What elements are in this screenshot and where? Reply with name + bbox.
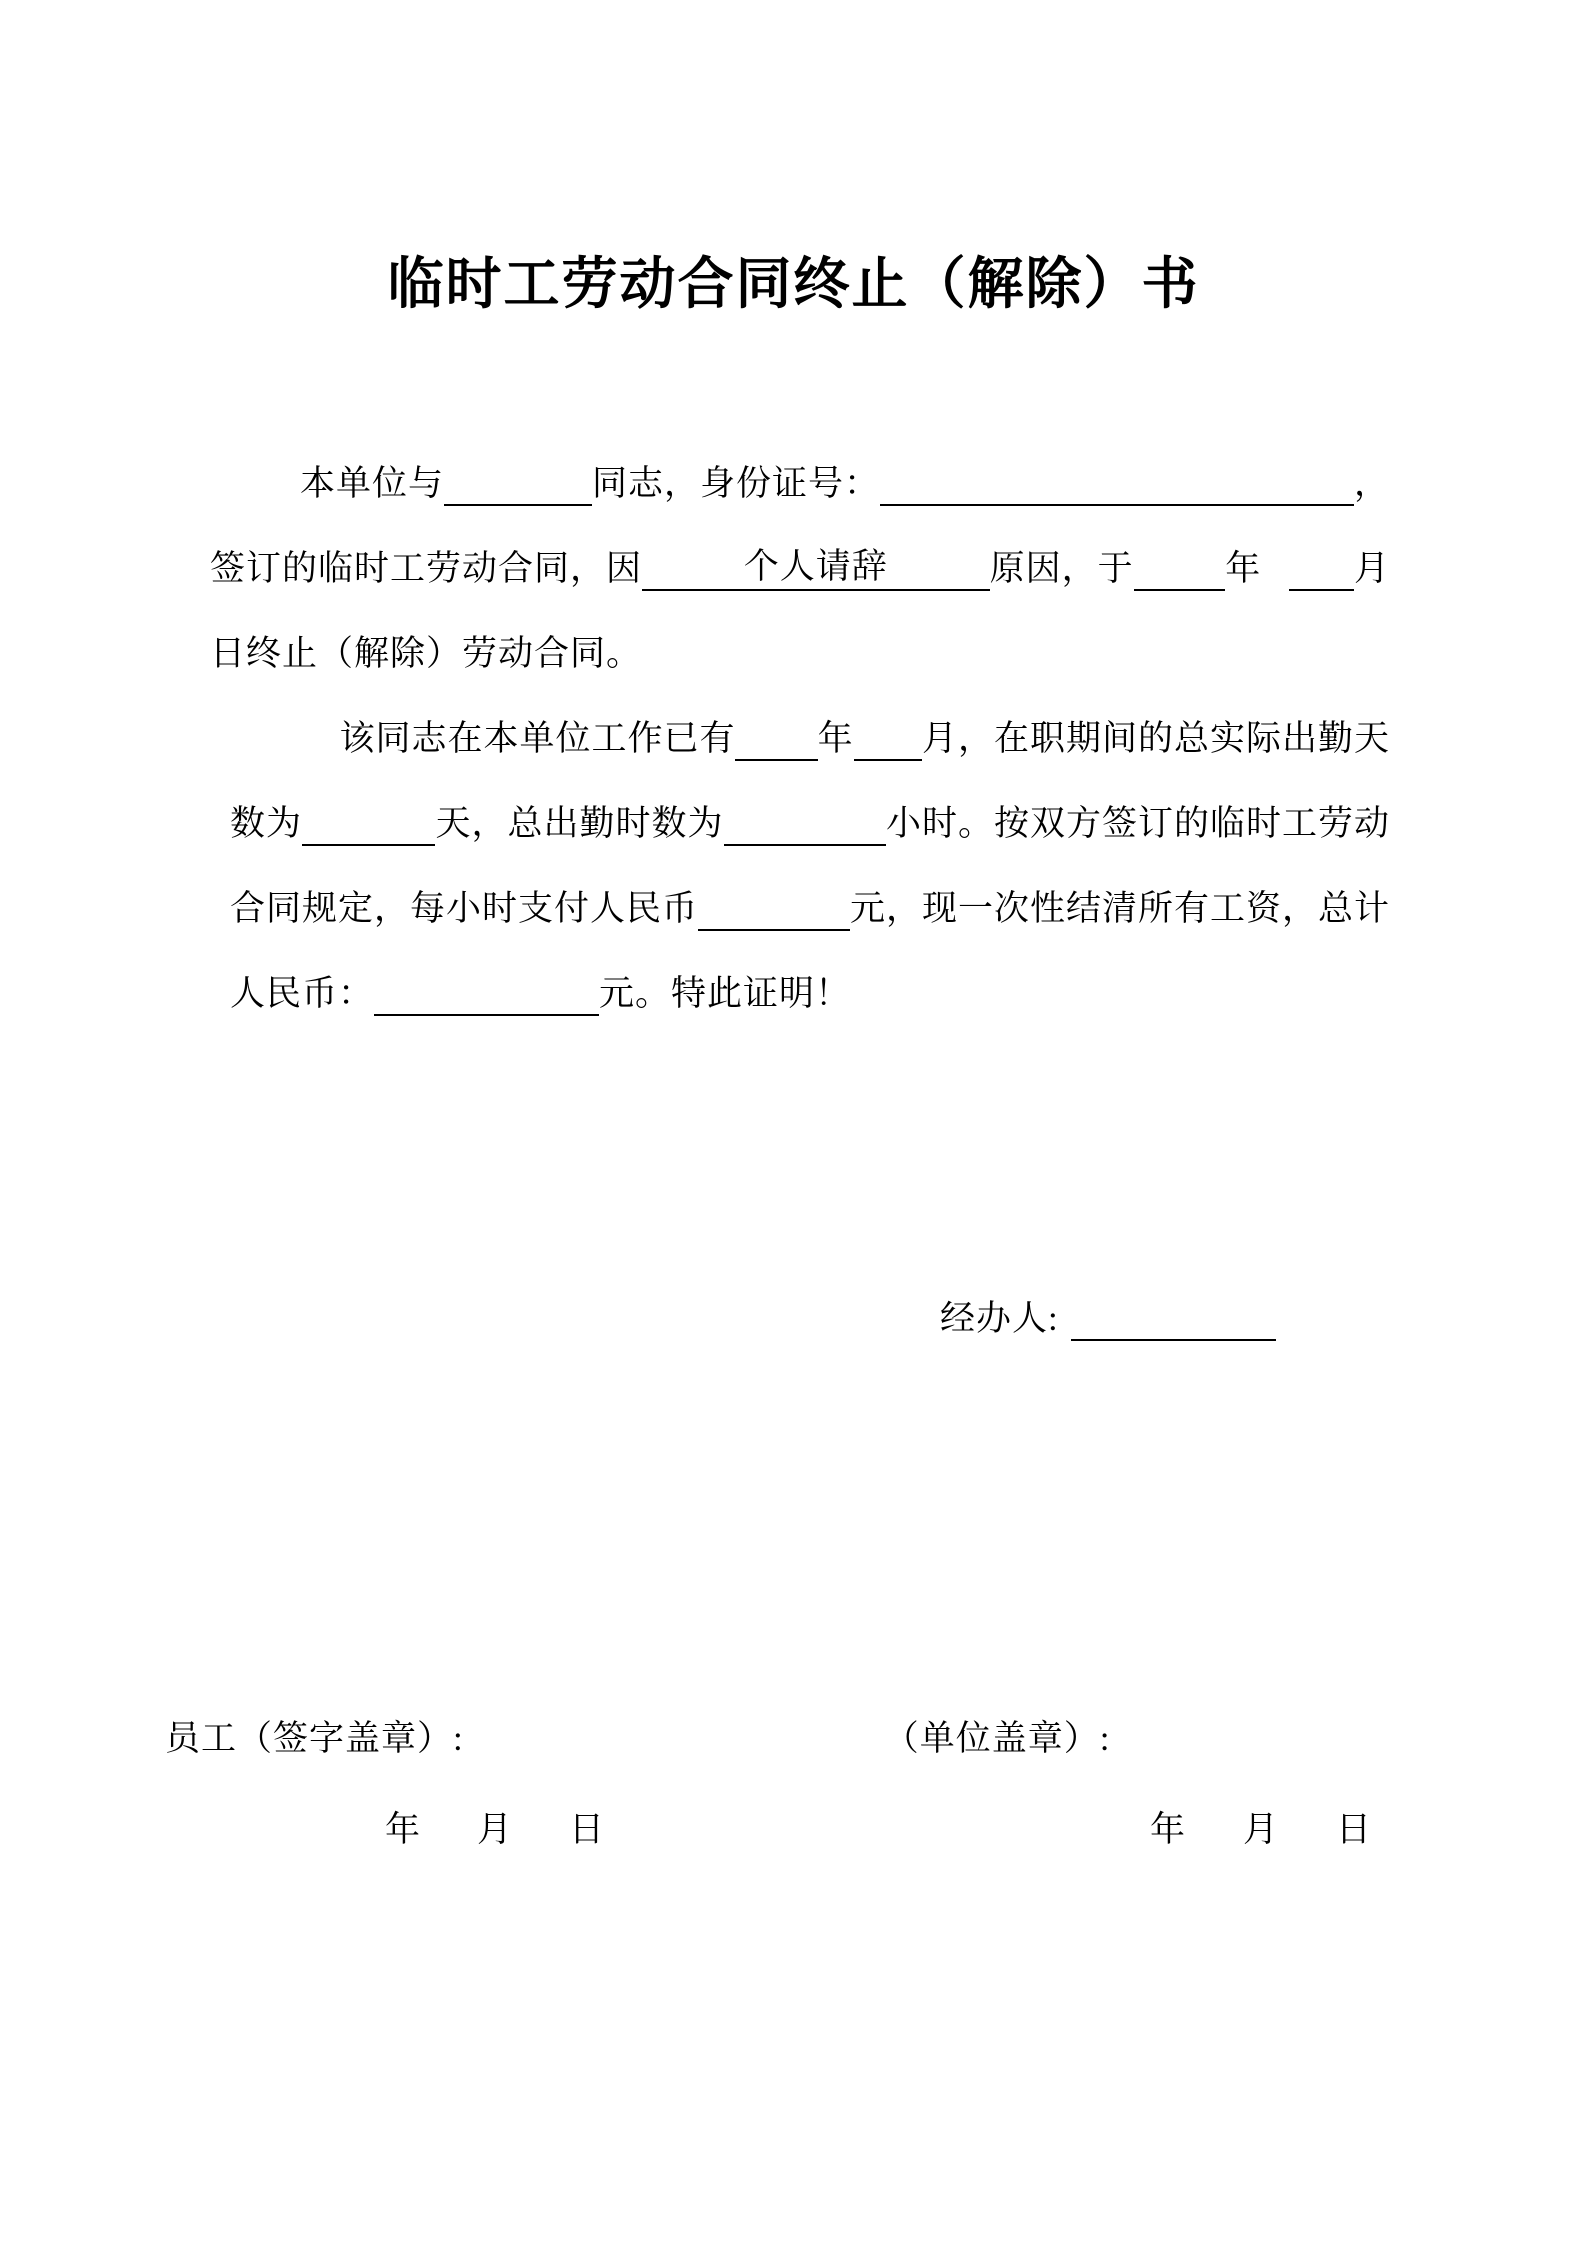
day-label: 日: [569, 1810, 605, 1849]
agent-row: [210, 1285, 1390, 1345]
employee-signature-label: 员工（签字盖章）:: [165, 1719, 464, 1758]
paragraph1-line3: [210, 605, 1390, 690]
paragraph2-line3: [230, 860, 1390, 945]
text-run: 天，总出勤时数为: [435, 804, 724, 843]
paragraph1-line1: [210, 435, 1390, 520]
text-run: ，: [1353, 464, 1390, 503]
text-run: 月: [1354, 549, 1391, 588]
text-run: 合同规定，每小时支付人民币: [230, 889, 699, 928]
blank-employee-name: [444, 464, 592, 506]
blank-total-wage: [374, 974, 599, 1016]
unit-seal-label: （单位盖章）:: [883, 1719, 1111, 1758]
day-label: 日: [1336, 1810, 1372, 1849]
reason-filled-text: 个人请辞: [743, 547, 888, 586]
signature-row: [165, 1705, 1487, 1761]
blank-id-number: [880, 464, 1354, 506]
text-run: 年: [817, 719, 854, 758]
year-label: 年: [385, 1810, 421, 1849]
blank-total-hours: [724, 804, 886, 846]
text-run: 小时。按双方签订的临时工劳动: [885, 804, 1390, 843]
paragraph1-line2: [210, 520, 1390, 605]
text-run: 本单位与: [300, 464, 445, 503]
date-row: [0, 1796, 1587, 1852]
document-body: [210, 435, 1390, 1030]
text-run: 日终止（解除）劳动合同。: [210, 634, 643, 673]
text-run: 同志，身份证号：: [592, 464, 881, 503]
blank-hourly-wage: [698, 889, 850, 931]
text-run: 该同志在本单位工作已有: [339, 719, 736, 758]
text-run: 原因，于: [989, 549, 1134, 588]
month-label: 月: [1243, 1810, 1279, 1849]
blank-service-years: [735, 719, 817, 761]
text-run: 年: [1225, 549, 1262, 588]
blank-termination-year: [1134, 549, 1226, 591]
unit-date: [1150, 1802, 1371, 1852]
text-run: 月，在职期间的总实际出勤天: [921, 719, 1390, 758]
blank-agent-signature: [1071, 1297, 1276, 1341]
year-label: 年: [1150, 1810, 1186, 1849]
text-run: 元，现一次性结清所有工资，总计: [849, 889, 1390, 928]
blank-attendance-days: [302, 804, 435, 846]
month-label: 月: [477, 1810, 513, 1849]
text-run: 数为: [230, 804, 303, 843]
blank-service-months: [854, 719, 922, 761]
blank-termination-month: [1289, 549, 1354, 591]
agent-label: 经办人:: [940, 1299, 1059, 1338]
text-run: 签订的临时工劳动合同，因: [210, 549, 643, 588]
text-run: 元。特此证明！: [599, 974, 852, 1013]
paragraph2-line2: [230, 775, 1390, 860]
text-run: 人民币：: [230, 974, 375, 1013]
paragraph2-line1: [230, 690, 1390, 775]
employee-date: [385, 1802, 604, 1852]
blank-termination-reason: [642, 549, 990, 591]
paragraph2-line4: [230, 945, 1390, 1030]
document-title: 临时工劳动合同终止（解除）书: [387, 254, 1200, 316]
